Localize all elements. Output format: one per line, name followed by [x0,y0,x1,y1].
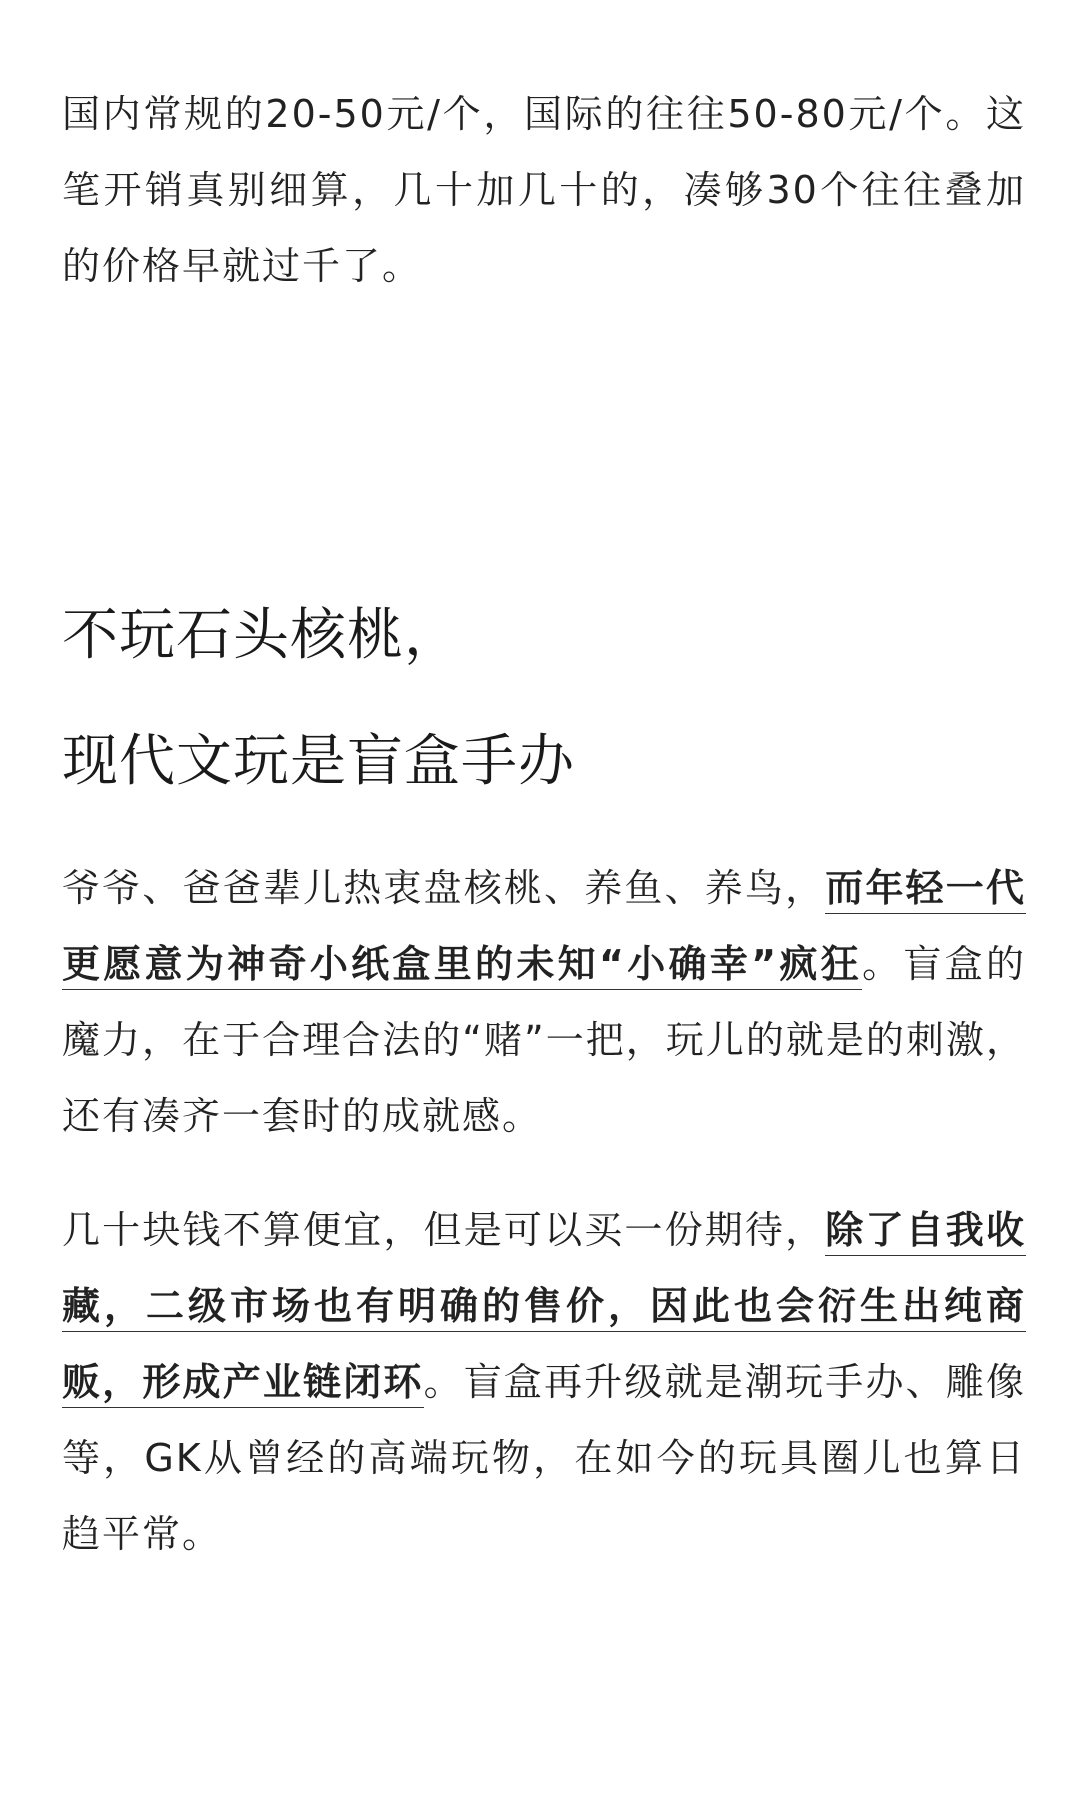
section-heading-line-1: 不玩石头核桃， [62,603,461,668]
paragraph-1-emphasis: 而年轻一代更愿意为神奇小纸盒里的未知“小确幸”疯狂 [62,866,1026,990]
intro-paragraph: 国内常规的20-50元/个，国际的往往50-80元/个。这笔开销真别细算，几十加几十的，凑够30个往往叠加的价格早就过千了。 [62,92,1026,288]
paragraph-2 [62,1192,1026,1572]
section-heading-line-2: 现代文玩是盲盒手办 [62,729,575,794]
paragraph-1 [62,850,1026,1154]
section-heading [62,604,1026,794]
paragraph-1-lead: 爷爷、爸爸辈儿热衷盘核桃、养鱼、养鸟， [62,866,826,910]
paragraph-2-emphasis: 除了自我收藏，二级市场也有明确的售价，因此也会衍生出纯商贩，形成产业链闭环 [62,1208,1026,1408]
paragraph-2-tail: 。盲盒再升级就是潮玩手办、雕像等，GK从曾经的高端玩物，在如今的玩具圈儿也算日趋平常。 [62,1360,1026,1556]
paragraph-1-tail: 。盲盒的魔力，在于合理合法的“赌”一把，玩儿的就是的刺激，还有凑齐一套时的成就感。 [62,942,1026,1138]
article-body [62,76,1026,1572]
paragraph-2-lead: 几十块钱不算便宜，但是可以买一份期待， [62,1208,826,1252]
